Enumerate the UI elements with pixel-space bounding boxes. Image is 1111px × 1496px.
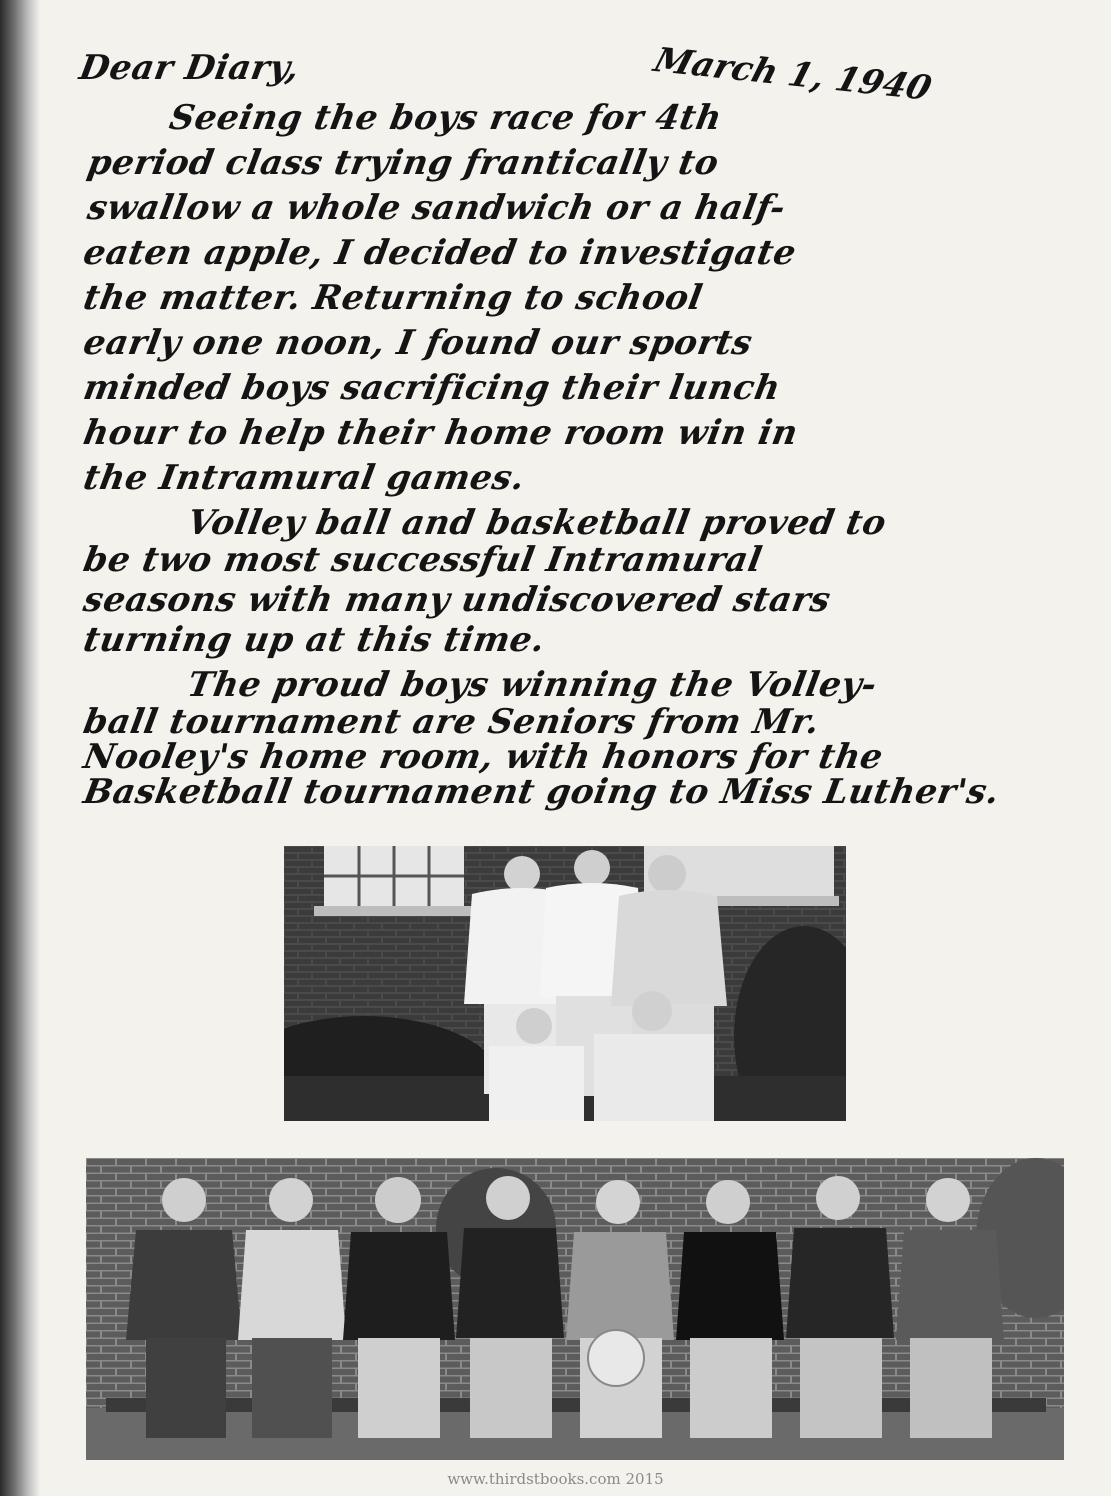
basketball-team-photo-image <box>86 1158 1064 1460</box>
letter-line: The proud boys winning the Volley- <box>184 665 880 705</box>
letter-line: early one noon, I found our sports <box>80 323 756 363</box>
letter-line: Nooley's home room, with honors for the <box>80 737 887 777</box>
basketball-team-photo <box>86 1158 1064 1460</box>
letter-line: eaten apple, I decided to investigate <box>80 233 800 273</box>
letter-line: Volley ball and basketball proved to <box>184 503 890 543</box>
letter-line: Basketball tournament going to Miss Luther's. <box>80 772 1003 812</box>
letter-line: Seeing the boys race for 4th <box>166 98 725 138</box>
letter-line: turning up at this time. <box>80 620 549 660</box>
letter-line: the matter. Returning to school <box>80 278 706 318</box>
letter-date: March 1, 1940 <box>649 40 936 109</box>
letter-line: the Intramural games. <box>80 458 528 498</box>
letter-line: period class trying frantically to <box>84 143 722 183</box>
letter-line: be two most successful Intramural <box>80 540 766 580</box>
letter-line: hour to help their home room win in <box>80 413 802 453</box>
volleyball-team-photo-image <box>284 846 846 1121</box>
volleyball-team-photo <box>284 846 846 1121</box>
letter-line: minded boys sacrificing their lunch <box>80 368 784 408</box>
letter-line: ball tournament are Seniors from Mr. <box>80 702 823 742</box>
letter-line: seasons with many undiscovered stars <box>80 580 834 620</box>
letter-line: Dear Diary, <box>76 48 303 88</box>
footer-watermark: www.thirdstbooks.com 2015 <box>447 1470 664 1488</box>
letter-line: swallow a whole sandwich or a half- <box>84 188 789 228</box>
